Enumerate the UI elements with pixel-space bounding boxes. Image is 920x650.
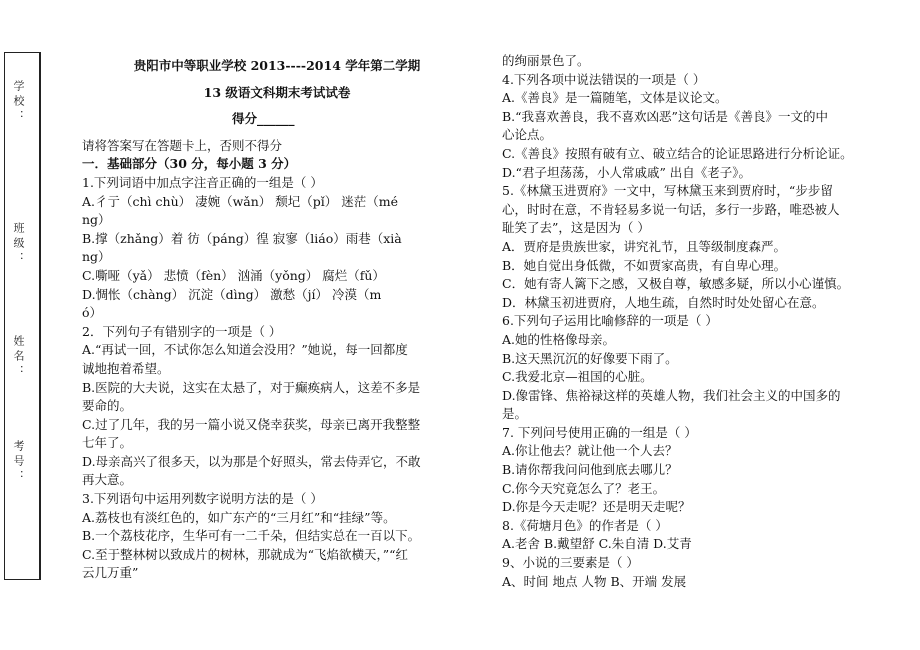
question-line: D．林黛玉初进贾府，人地生疏，自然时时处处留心在意。 [502, 294, 825, 310]
question-line: 5.《林黛玉进贾府》一文中，写林黛玉来到贾府时，“步步留 [502, 183, 833, 199]
question-line: ó） [82, 305, 103, 321]
question-line: ng） [82, 212, 111, 228]
question-line: A.老舍 B.戴望舒 C.朱自清 D.艾青 [502, 536, 692, 552]
question-line: B.撑（zhǎng）着 彷（páng）徨 寂寥（liáo）雨巷（xià [82, 230, 402, 246]
question-line: A.彳亍（chì chù） 凄婉（wǎn） 颓圮（pǐ） 迷茫（mé [82, 193, 398, 209]
question-line: D.“君子坦荡荡，小人常戚戚” 出自《老子》。 [502, 164, 752, 180]
question-line: 9、小说的三要素是（ ） [502, 555, 639, 571]
question-line: D.母亲高兴了很多天，以为那是个好照头，常去侍弄它，不敢 [82, 453, 421, 469]
question-line: C.嘶哑（yǎ） 悲愤（fèn） 汹涌（yǒng） 腐烂（fǔ） [82, 267, 385, 283]
score-field: 得分______ [232, 111, 295, 127]
question-line: 心，时时在意，不肯轻易多说一句话，多行一步路，唯恐被人 [502, 201, 840, 217]
question-line: 3.下列语句中运用列数字说明方法的是（ ） [82, 491, 323, 507]
question-line: C.过了几年，我的另一篇小说又侥幸获奖，母亲已离开我整整 [82, 416, 421, 432]
question-line: A.你让他去？就让他一个人去？ [502, 443, 678, 459]
class-label: 班级： [12, 222, 25, 267]
question-line: 心论点。 [502, 127, 553, 143]
question-line: 8.《荷塘月色》的作者是（ ） [502, 517, 668, 533]
question-line: B.医院的大夫说，这实在太悬了，对于癫痪病人，这差不多是 [82, 379, 421, 395]
question-line: A.《善良》是一篇随笔，文体是议论文。 [502, 90, 728, 106]
question-line: B.请你帮我问问他到底去哪儿？ [502, 462, 678, 478]
question-line: ng） [82, 249, 111, 265]
exam-title: 13 级语文科期末考试试卷 [203, 84, 351, 100]
name-label: 姓名： [12, 335, 25, 380]
question-line: A、时间 地点 人物 B、开端 发展 [502, 573, 687, 589]
question-line: B.一个荔枝花序，生华可有一二千朵，但结实总在一百以下。 [82, 528, 421, 544]
question-line: 再大意。 [82, 472, 133, 488]
question-line: C.至于整林树以致成片的树林，那就成为“飞焰欲横天，”“红 [82, 546, 409, 562]
question-line: C．她有寄人篱下之感，又极自尊，敏感多疑，所以小心谨慎。 [502, 276, 850, 292]
right-column [502, 52, 882, 591]
question-line: C.我爱北京—祖国的心脏。 [502, 369, 653, 385]
question-line: C.《善良》按照有破有立、破立结合的论证思路进行分析论证。 [502, 145, 853, 161]
instruction: 请将答案写在答题卡上，否则不得分 [82, 137, 283, 153]
question-line: 6.下列句子运用比喻修辞的一项是（ ） [502, 313, 718, 329]
question-line: B．她自觉出身低微，不如贾家高贵，有自卑心理。 [502, 257, 787, 273]
school-term-title: 贵阳市中等职业学校 2013----2014 学年第二学期 [133, 58, 421, 73]
binding-line [40, 52, 41, 580]
question-line: 诚地抱着希望。 [82, 360, 170, 376]
question-line: 是。 [502, 406, 528, 422]
question-line: 的绚丽景色了。 [502, 53, 590, 68]
question-line: D.像雷锋、焦裕禄这样的英雄人物，我们社会主义的中国多的 [502, 387, 841, 403]
exam-number-label: 考号： [12, 440, 25, 485]
question-line: 七年了。 [82, 435, 133, 451]
question-line: A.“再试一回，不试你怎么知道会没用？”她说，每一回都度 [82, 342, 408, 358]
section-heading: 一．基础部分（30 分，每小题 3 分） [82, 156, 297, 172]
question-line: 要命的。 [82, 398, 133, 414]
question-line: 云几万重” [82, 565, 139, 581]
question-line: A．贾府是贵族世家，讲究礼节，且等级制度森严。 [502, 238, 787, 254]
question-line: D.你是今天走呢？还是明天走呢？ [502, 499, 691, 515]
question-line: B.“我喜欢善良，我不喜欢凶恶”这句话是《善良》一文的中 [502, 108, 828, 124]
binding-margin-box [4, 52, 40, 580]
question-line: D.惆怅（chàng） 沉淀（dìng） 激愁（jí） 冷漠（m [82, 286, 382, 302]
question-line: C.你今天究竟怎么了？老王。 [502, 480, 666, 496]
question-line: 4.下列各项中说法错误的一项是（ ） [502, 71, 706, 87]
school-label: 学校： [12, 80, 25, 125]
question-line: 7. 下列问号使用正确的一组是（ ） [502, 424, 697, 440]
question-line: 耻笑了去”，这是因为（ ） [502, 220, 650, 236]
question-line: B.这天黑沉沉的好像要下雨了。 [502, 350, 678, 366]
question-line: A.她的性格像母亲。 [502, 331, 616, 347]
question-line: A.荔枝也有淡红色的，如广东产的“三月红”和“挂绿”等。 [82, 509, 396, 525]
left-column [82, 57, 472, 583]
question-line: 2．下列句子有错别字的一项是（ ） [82, 323, 282, 339]
question-line: 1.下列词语中加点字注音正确的一组是（ ） [82, 174, 323, 190]
